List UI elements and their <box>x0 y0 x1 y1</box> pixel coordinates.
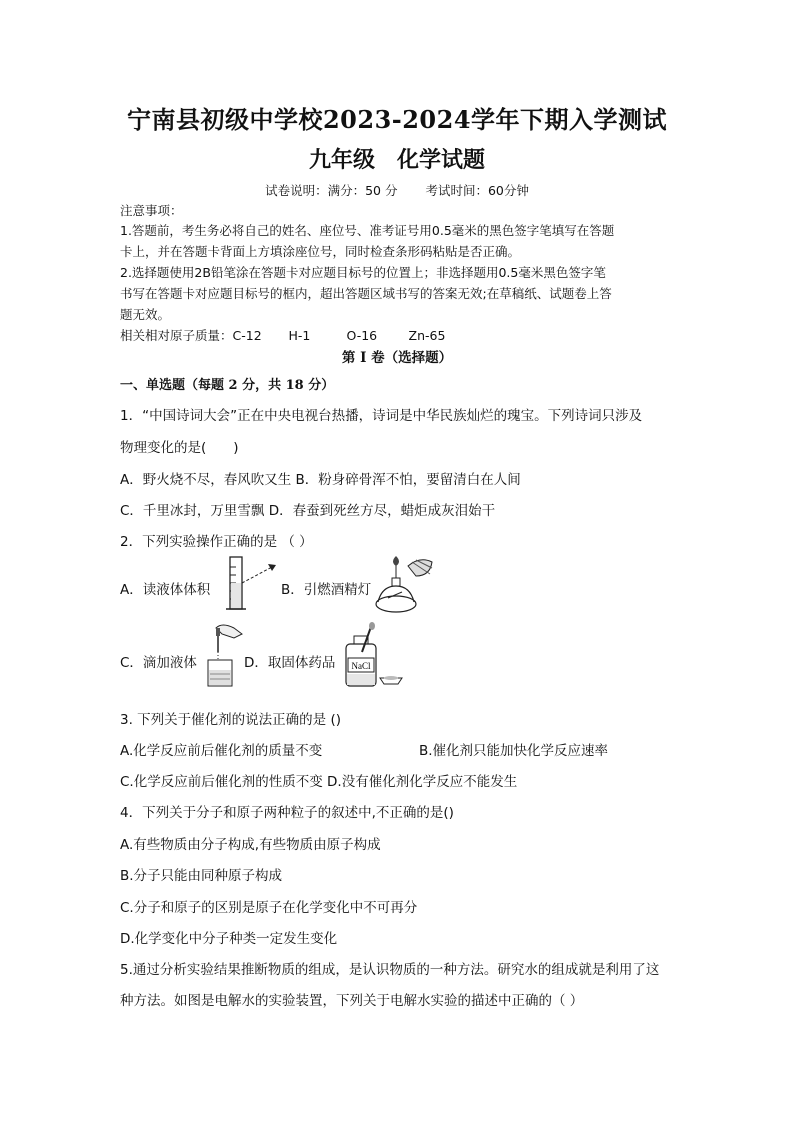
atomic-mass-label: 相关相对原子质量： <box>120 328 233 343</box>
note-line: 1.答题前，考生务必将自己的姓名、座位号、准考证号用0.5毫米的黑色签字笔填写在答题 <box>120 223 615 238</box>
q4-option-b: B.分子只能由同种原子构成 <box>120 868 283 884</box>
cylinder-reading-image <box>222 553 282 613</box>
atomic-mass-line <box>120 326 445 346</box>
q1-options-cd: C．千里冰封，万里雪飘 D．春蚕到死丝方尽，蜡炬成灰泪始干 <box>120 503 496 519</box>
exam-subtitle <box>0 143 794 174</box>
q1-stem: 1．“中国诗词大会”正在中央电视台热播，诗词是中华民族灿烂的瑰宝。下列诗词只涉及 <box>120 408 643 424</box>
section-title: 第 I 卷（选择题） <box>341 350 453 366</box>
atomic-mass-zn: Zn-65 <box>408 328 446 343</box>
q5-stem-cont: 种方法。如图是电解水的实验装置，下列关于电解水实验的描述中正确的（ ） <box>120 993 584 1009</box>
note-line: 卡上，并在答题卡背面上方填涂座位号，同时检查条形码粘贴是否正确。 <box>120 244 521 259</box>
q4-option-a: A.有些物质由分子构成,有些物质由原子构成 <box>120 837 381 853</box>
q2-stem: 2．下列实验操作正确的是 （ ） <box>120 534 313 550</box>
q2-option-d: D．取固体药品 <box>244 655 336 671</box>
atomic-mass-c: C-12 <box>232 328 262 343</box>
note-line: 题无效。 <box>120 307 171 322</box>
note-line: 书写在答题卡对应题目标号的框内，超出答题区域书写的答案无效;在草稿纸、试题卷上答 <box>120 286 612 301</box>
q2-option-a: A．读液体体积 <box>120 582 211 598</box>
reagent-bottle-image <box>342 622 404 688</box>
dropper-image <box>204 622 246 688</box>
atomic-mass-h: H-1 <box>288 328 311 343</box>
notes-heading: 注意事项： <box>120 203 183 218</box>
alcohol-lamp-image <box>372 552 438 614</box>
q1-options-ab: A．野火烧不尽，春风吹又生 B．粉身碎骨浑不怕，要留清白在人间 <box>120 472 521 488</box>
q3-options-cd: C.化学反应前后催化剂的性质不变 D.没有催化剂化学反应不能发生 <box>120 774 518 790</box>
q5-stem: 5.通过分析实验结果推断物质的组成，是认识物质的一种方法。研究水的组成就是利用了这 <box>120 962 660 978</box>
q2-option-b: B．引燃酒精灯 <box>281 582 372 598</box>
exam-title: 宁南县初级中学校2023-2024学年下期入学测试 <box>126 105 668 134</box>
note-line: 2.选择题使用2B铅笔涂在答题卡对应题目标号的位置上；非选择题用0.5毫米黑色签字笔 <box>120 265 606 280</box>
part-title: 一、单选题（每题 2 分，共 18 分） <box>120 378 335 393</box>
q4-option-d: D.化学变化中分子种类一定发生变化 <box>120 931 338 947</box>
exam-info <box>0 181 794 199</box>
q2-option-c: C．滴加液体 <box>120 655 197 671</box>
score-info: 试卷说明：满分：50 分 <box>265 183 398 198</box>
q3-stem: 3. 下列关于催化剂的说法正确的是 () <box>120 712 341 728</box>
q4-option-c: C.分子和原子的区别是原子在化学变化中不可再分 <box>120 900 418 916</box>
q3-option-b: B.催化剂只能加快化学反应速率 <box>419 743 609 759</box>
q3-option-a: A.化学反应前后催化剂的质量不变 <box>120 743 323 759</box>
grade-label: 九年级 <box>308 147 375 173</box>
subject-label: 化学试题 <box>397 147 486 173</box>
q4-stem: 4．下列关于分子和原子两种粒子的叙述中,不正确的是() <box>120 805 454 821</box>
q1-stem-cont: 物理变化的是( ) <box>120 440 239 456</box>
nacl-label: NaCl <box>351 661 371 671</box>
time-info: 考试时间：60分钟 <box>425 183 529 198</box>
atomic-mass-o: O-16 <box>346 328 378 343</box>
